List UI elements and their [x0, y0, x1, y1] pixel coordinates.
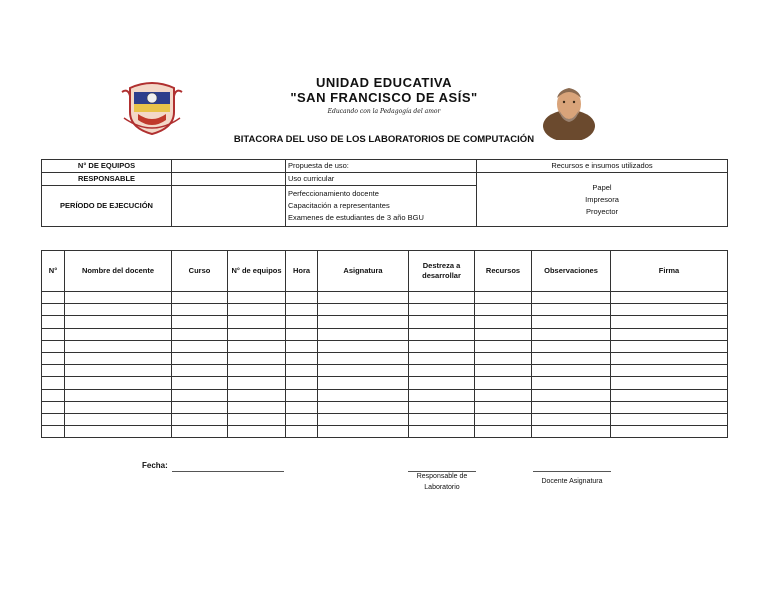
log-cell[interactable] — [228, 389, 286, 401]
log-cell[interactable] — [286, 426, 318, 438]
log-cell[interactable] — [611, 389, 728, 401]
log-cell[interactable] — [228, 328, 286, 340]
log-cell[interactable] — [475, 328, 532, 340]
log-cell[interactable] — [475, 365, 532, 377]
log-cell[interactable] — [318, 365, 409, 377]
log-cell[interactable] — [532, 352, 611, 364]
log-cell[interactable] — [611, 328, 728, 340]
log-cell[interactable] — [475, 426, 532, 438]
log-cell[interactable] — [172, 316, 228, 328]
log-row — [42, 426, 728, 438]
recursos-label: Recursos e insumos utilizados — [477, 160, 728, 173]
log-cell[interactable] — [286, 340, 318, 352]
log-cell[interactable] — [42, 316, 65, 328]
log-cell[interactable] — [532, 365, 611, 377]
log-cell[interactable] — [228, 365, 286, 377]
log-row — [42, 401, 728, 413]
equipos-value-cell[interactable] — [172, 160, 286, 173]
info-table — [41, 159, 728, 227]
periodo-value-cell[interactable] — [172, 186, 286, 227]
log-cell[interactable] — [42, 377, 65, 389]
log-cell[interactable] — [409, 401, 475, 413]
log-cell[interactable] — [409, 304, 475, 316]
log-cell[interactable] — [409, 316, 475, 328]
periodo-label: PERÍODO DE EJECUCIÓN — [42, 186, 172, 227]
log-cell[interactable] — [286, 389, 318, 401]
column-header: N° — [42, 251, 65, 292]
uso-item: Uso curricular — [286, 173, 477, 186]
column-header: Observaciones — [532, 251, 611, 292]
log-cell[interactable] — [228, 377, 286, 389]
log-cell[interactable] — [409, 389, 475, 401]
log-cell[interactable] — [172, 292, 228, 304]
log-cell[interactable] — [42, 304, 65, 316]
log-cell[interactable] — [475, 316, 532, 328]
docente-label: Docente Asignatura — [541, 478, 603, 485]
fecha-label: Fecha: — [142, 461, 168, 470]
log-cell[interactable] — [172, 377, 228, 389]
log-cell[interactable] — [611, 365, 728, 377]
log-cell[interactable] — [42, 328, 65, 340]
log-table — [41, 250, 728, 438]
docente-signature-line[interactable] — [533, 471, 611, 472]
log-cell[interactable] — [318, 426, 409, 438]
log-cell[interactable] — [172, 413, 228, 425]
log-cell[interactable] — [172, 352, 228, 364]
log-row — [42, 304, 728, 316]
log-cell[interactable] — [409, 426, 475, 438]
responsable-label: RESPONSABLE — [42, 173, 172, 186]
log-cell[interactable] — [228, 292, 286, 304]
responsable-signature-line[interactable] — [408, 471, 476, 472]
column-header: N° de equipos — [228, 251, 286, 292]
log-cell[interactable] — [65, 292, 172, 304]
log-cell[interactable] — [532, 328, 611, 340]
log-cell[interactable] — [532, 389, 611, 401]
log-cell[interactable] — [532, 316, 611, 328]
log-cell[interactable] — [409, 365, 475, 377]
document-title: BITACORA DEL USO DE LOS LABORATORIOS DE COMPUTACIÓN — [233, 134, 535, 145]
equipos-label: N° DE EQUIPOS — [42, 160, 172, 173]
log-cell[interactable] — [409, 340, 475, 352]
log-row — [42, 292, 728, 304]
log-cell[interactable] — [318, 292, 409, 304]
log-cell[interactable] — [172, 426, 228, 438]
log-cell[interactable] — [228, 426, 286, 438]
log-cell[interactable] — [172, 304, 228, 316]
school-motto: Educando con la Pedagogía del amor — [327, 108, 441, 115]
log-cell[interactable] — [42, 340, 65, 352]
column-header: Hora — [286, 251, 318, 292]
log-cell[interactable] — [65, 413, 172, 425]
log-cell[interactable] — [532, 340, 611, 352]
log-cell[interactable] — [318, 316, 409, 328]
log-cell[interactable] — [65, 316, 172, 328]
recursos-list — [477, 173, 728, 227]
log-table-body — [42, 292, 728, 438]
log-cell[interactable] — [532, 292, 611, 304]
recurso-item: Proyector — [585, 206, 619, 216]
log-cell[interactable] — [611, 304, 728, 316]
log-cell[interactable] — [611, 316, 728, 328]
log-cell[interactable] — [475, 377, 532, 389]
log-cell[interactable] — [42, 413, 65, 425]
school-name: UNIDAD EDUCATIVA — [315, 75, 453, 90]
log-cell[interactable] — [42, 401, 65, 413]
log-cell[interactable] — [318, 328, 409, 340]
column-header: Nombre del docente — [65, 251, 172, 292]
log-cell[interactable] — [611, 340, 728, 352]
log-cell[interactable] — [318, 389, 409, 401]
log-cell[interactable] — [611, 413, 728, 425]
column-header: Asignatura — [318, 251, 409, 292]
log-row — [42, 316, 728, 328]
log-cell[interactable] — [286, 365, 318, 377]
recurso-item: Impresora — [585, 194, 619, 204]
log-cell[interactable] — [172, 401, 228, 413]
recurso-item: Papel — [592, 182, 612, 192]
log-row — [42, 389, 728, 401]
log-cell[interactable] — [65, 365, 172, 377]
log-cell[interactable] — [318, 340, 409, 352]
log-cell[interactable] — [532, 413, 611, 425]
log-cell[interactable] — [475, 340, 532, 352]
log-cell[interactable] — [532, 426, 611, 438]
log-row — [42, 328, 728, 340]
log-cell[interactable] — [65, 426, 172, 438]
log-cell[interactable] — [172, 340, 228, 352]
log-cell[interactable] — [318, 377, 409, 389]
log-cell[interactable] — [409, 328, 475, 340]
log-row — [42, 365, 728, 377]
log-cell[interactable] — [611, 426, 728, 438]
log-cell[interactable] — [65, 401, 172, 413]
log-cell[interactable] — [42, 365, 65, 377]
log-cell[interactable] — [42, 292, 65, 304]
log-cell[interactable] — [286, 328, 318, 340]
column-header: Recursos — [475, 251, 532, 292]
log-cell[interactable] — [172, 389, 228, 401]
log-cell[interactable] — [611, 352, 728, 364]
column-header: Curso — [172, 251, 228, 292]
uso-item: Perfeccionamiento docente — [288, 189, 379, 198]
log-cell[interactable] — [611, 292, 728, 304]
log-cell[interactable] — [286, 377, 318, 389]
log-cell[interactable] — [409, 413, 475, 425]
log-cell[interactable] — [532, 377, 611, 389]
log-cell[interactable] — [42, 352, 65, 364]
log-cell[interactable] — [228, 304, 286, 316]
log-cell[interactable] — [475, 401, 532, 413]
log-cell[interactable] — [318, 413, 409, 425]
responsable-label-line1: Responsable de — [416, 473, 468, 480]
school-subtitle: "SAN FRANCISCO DE ASÍS" — [290, 90, 478, 105]
log-cell[interactable] — [286, 401, 318, 413]
log-cell[interactable] — [532, 401, 611, 413]
log-cell[interactable] — [65, 352, 172, 364]
log-cell[interactable] — [318, 304, 409, 316]
uso-list — [286, 186, 477, 227]
log-cell[interactable] — [172, 365, 228, 377]
log-cell[interactable] — [286, 316, 318, 328]
log-cell[interactable] — [286, 352, 318, 364]
log-cell[interactable] — [475, 292, 532, 304]
log-cell[interactable] — [532, 304, 611, 316]
propuesta-label: Propuesta de uso: — [286, 160, 477, 173]
log-cell[interactable] — [65, 340, 172, 352]
log-cell[interactable] — [65, 389, 172, 401]
log-cell[interactable] — [475, 352, 532, 364]
responsable-value-cell[interactable] — [172, 173, 286, 186]
log-cell[interactable] — [228, 340, 286, 352]
log-cell[interactable] — [286, 413, 318, 425]
log-cell[interactable] — [475, 413, 532, 425]
log-cell[interactable] — [286, 304, 318, 316]
log-row — [42, 413, 728, 425]
log-cell[interactable] — [409, 352, 475, 364]
log-cell[interactable] — [172, 328, 228, 340]
log-cell[interactable] — [65, 304, 172, 316]
log-cell[interactable] — [318, 401, 409, 413]
log-cell[interactable] — [475, 304, 532, 316]
responsable-label-line2: Laboratorio — [424, 484, 460, 491]
log-cell[interactable] — [228, 316, 286, 328]
log-cell[interactable] — [42, 389, 65, 401]
log-cell[interactable] — [228, 401, 286, 413]
uso-item: Capacitación a representantes — [288, 201, 390, 210]
log-cell[interactable] — [228, 352, 286, 364]
log-cell[interactable] — [65, 328, 172, 340]
column-header: Destreza a desarrollar — [409, 251, 475, 292]
log-cell[interactable] — [42, 426, 65, 438]
log-cell[interactable] — [409, 292, 475, 304]
column-header: Firma — [611, 251, 728, 292]
uso-item: Examenes de estudiantes de 3 año BGU — [288, 213, 424, 222]
log-cell[interactable] — [65, 377, 172, 389]
log-cell[interactable] — [228, 413, 286, 425]
fecha-line[interactable] — [172, 471, 284, 472]
log-cell[interactable] — [286, 292, 318, 304]
log-cell[interactable] — [611, 377, 728, 389]
log-cell[interactable] — [409, 377, 475, 389]
log-row — [42, 340, 728, 352]
log-cell[interactable] — [318, 352, 409, 364]
log-cell[interactable] — [611, 401, 728, 413]
log-row — [42, 377, 728, 389]
log-row — [42, 352, 728, 364]
log-cell[interactable] — [475, 389, 532, 401]
